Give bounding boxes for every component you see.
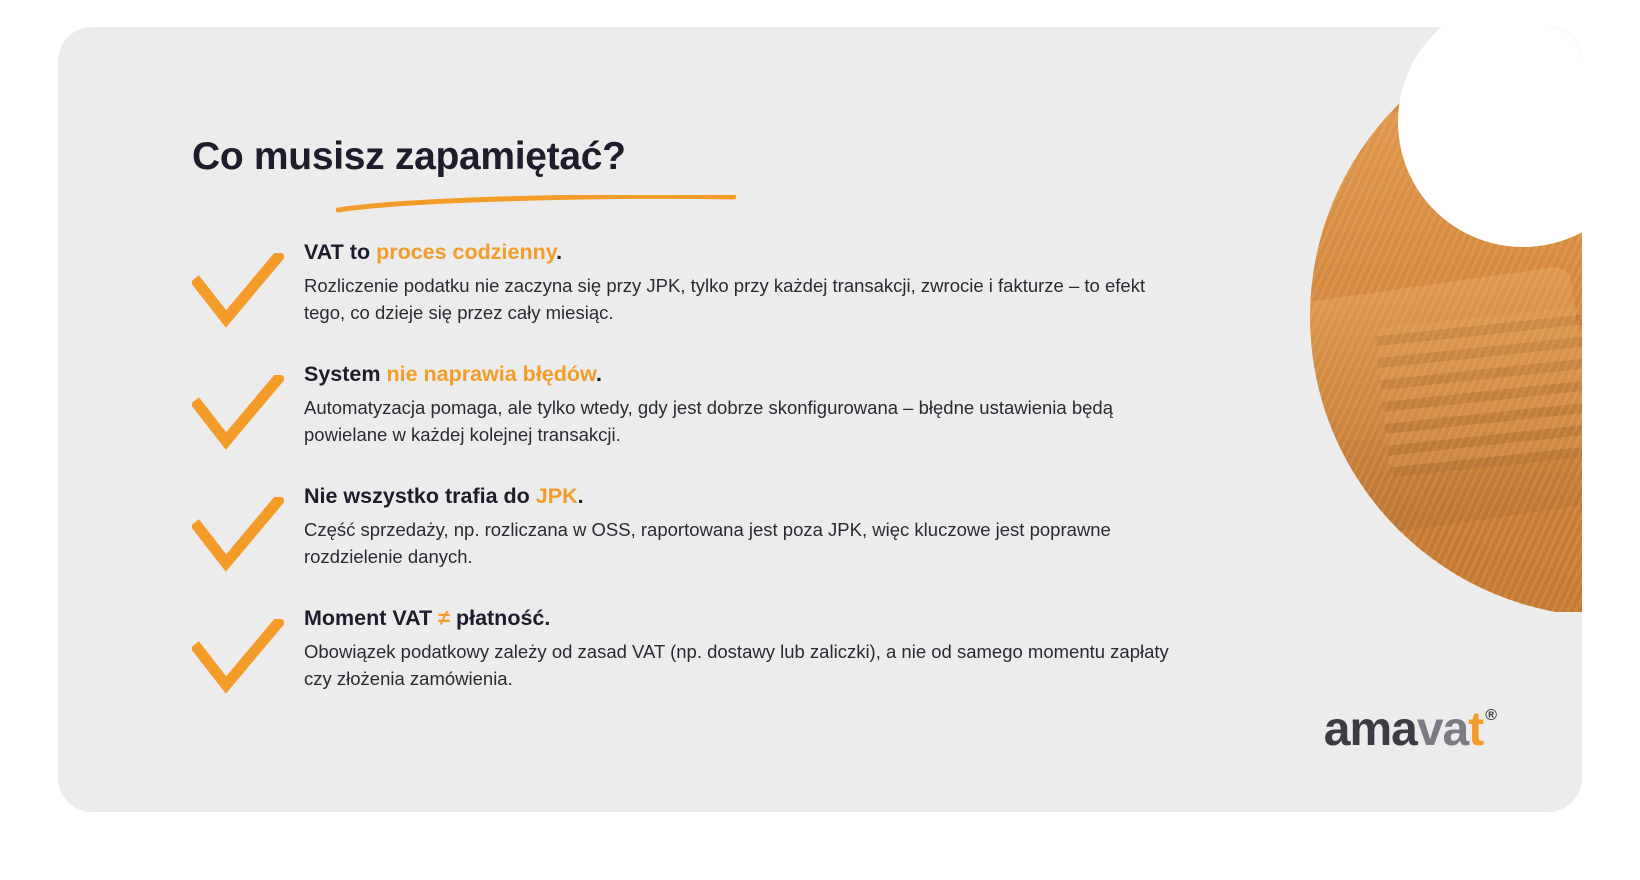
logo-part-t: t — [1468, 703, 1484, 756]
heading-suffix: . — [577, 484, 584, 508]
heading-highlight: proces codzienny — [376, 240, 557, 264]
list-item — [192, 605, 1172, 709]
photo-clip — [1162, 27, 1582, 612]
heading-highlight: ≠ — [438, 606, 450, 630]
list-item-heading — [304, 239, 1172, 266]
ring-hole — [1398, 27, 1582, 247]
checkmark-icon — [192, 253, 284, 331]
orange-tint-overlay — [1162, 27, 1582, 612]
list-item-body: Rozliczenie podatku nie zaczyna się przy JPK, tylko przy każdej transakcji, zwrocie i fakturze – to efekt tego, co dzieje się przez cały miesiąc. — [304, 274, 1146, 323]
photo-shape-document — [1259, 71, 1582, 353]
heading-highlight: nie naprawia błędów — [386, 362, 596, 386]
list-item-heading — [304, 605, 1172, 632]
list-item-heading — [304, 361, 1172, 388]
checkmark-icon — [192, 497, 284, 575]
title-underline-swoosh — [336, 195, 736, 213]
page-title: Co musisz zapamiętać? — [192, 135, 626, 178]
heading-suffix: . — [556, 240, 563, 264]
photo-background — [1162, 27, 1582, 612]
logo-part-ama: ama — [1323, 703, 1417, 756]
checkmark-icon — [192, 375, 284, 453]
heading-prefix: Nie wszystko trafia do — [304, 484, 536, 508]
decorative-photo-ring — [1162, 27, 1582, 612]
amavat-logo — [1323, 703, 1496, 756]
key-points-list — [192, 239, 1172, 727]
heading-suffix: płatność. — [449, 606, 551, 630]
photo-shape-keyboard — [1375, 306, 1582, 477]
list-item-body: Automatyzacja pomaga, ale tylko wtedy, gdy jest dobrze skonfigurowana – błędne ustawienia będą powielane w każdej kolejnej transakcji. — [304, 396, 1114, 445]
heading-highlight: JPK — [535, 484, 578, 508]
heading-prefix: System — [304, 362, 387, 386]
logo-part-va: va — [1416, 703, 1469, 756]
list-item-body: Obowiązek podatkowy zależy od zasad VAT (np. dostawy lub zaliczki), a nie od samego momentu zapłaty czy złożenia zamówienia. — [304, 640, 1169, 689]
list-item-body: Część sprzedaży, np. rozliczana w OSS, raportowana jest poza JPK, więc kluczowe jest poprawne rozdzielenie danych. — [304, 518, 1111, 567]
heading-suffix: . — [595, 362, 602, 386]
list-item — [192, 483, 1172, 587]
content-card — [58, 27, 1582, 812]
list-item-heading — [304, 483, 1172, 510]
photo-shape-device — [1242, 265, 1582, 549]
heading-prefix: Moment VAT — [304, 606, 439, 630]
list-item — [192, 361, 1172, 465]
logo-registered-mark: ® — [1485, 707, 1496, 724]
checkmark-icon — [192, 619, 284, 697]
list-item — [192, 239, 1172, 343]
heading-prefix: VAT to — [304, 240, 377, 264]
